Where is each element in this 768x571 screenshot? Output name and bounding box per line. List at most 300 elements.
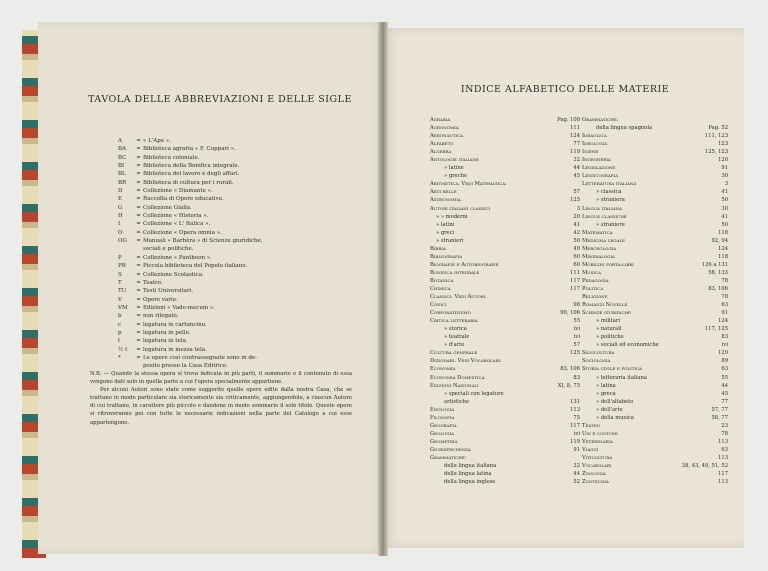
index-entry-label: » greca [596,390,616,397]
index-entry-label: Matematica [582,229,613,236]
index-column-left [430,116,580,486]
index-entry [430,148,580,156]
abbreviations-list [118,137,368,371]
abbreviation-key: TU [118,288,127,295]
equals-sign: = [136,179,141,186]
equals-sign: = [136,329,141,336]
abbreviation-desc: Teatro. [143,279,163,286]
index-entry-label: Ingegneria [582,157,611,164]
abbreviation-row [118,137,368,145]
index-entry [582,357,728,365]
abbreviation-row [118,271,368,279]
abbreviation-desc: Manuali « Barbèra » di Scienze giuridiche, [143,238,263,245]
index-entry [582,365,728,373]
equals-sign: = [136,213,141,220]
abbreviation-row [118,195,368,203]
index-entry-page: 91 [721,165,728,172]
index-entry [582,470,728,478]
abbreviation-desc: Raccolta di Opere educative. [143,196,224,203]
index-entry-label: Cultura generale [430,350,478,357]
abbreviation-row [118,204,368,212]
index-entry [430,414,580,422]
index-entry [430,333,580,341]
index-entry-label: Merceologia [582,245,617,252]
index-entry-label: » stranieri [436,237,464,244]
index-entry-page: 57, 77 [711,406,728,413]
index-entry-page: ivi [721,342,728,349]
index-entry-page: 3 [724,181,728,188]
index-entry-page: 78 [721,430,728,437]
abbreviation-key: PB [118,263,126,270]
index-entry [582,277,728,285]
equals-sign: = [136,263,141,270]
index-entry-label: » letteraria italiana [596,374,647,381]
index-entry [582,406,728,414]
index-entry [430,398,580,406]
abbreviation-key: BR [118,179,127,186]
abbreviation-row [118,229,368,237]
index-entry-label: » latine [444,165,464,172]
abbreviation-desc: legatura in pelle. [143,329,191,336]
index-entry-page: 44 [573,471,580,478]
index-entry [430,309,580,317]
index-entry-page: 123 [718,141,728,148]
index-entry-page: 32 [573,157,580,164]
abbreviation-key: E [118,196,123,203]
equals-sign: = [136,163,141,170]
abbreviation-desc: Edizioni « Vade-mecum ». [143,304,215,311]
equals-sign: = [136,321,141,328]
index-entry-page: 126 a 131 [701,261,728,268]
index-entry [430,285,580,293]
index-entry [430,277,580,285]
index-entry [582,116,728,124]
index-entry-page: 49 [573,245,580,252]
index-entry-label: Zoologia [582,471,606,478]
index-entry [582,253,728,261]
note-paragraph: N.B. — Quando la stessa opera si trova indicata in più parti, il sommario e il contenuto di essa vengono dati solo in quella parte a cui l'opera specialmente appartiene. [90,371,352,386]
index-entry [430,140,580,148]
index-entry [582,398,728,406]
index-entry-label: » sociali ed economiche [596,342,659,349]
index-entry-label: Critica letteraria [430,318,478,325]
index-entry-label: Classici. Vedi Autori. [430,294,487,301]
index-entry-page: 52 [573,479,580,486]
index-entry [582,172,728,180]
index-entry [582,261,728,269]
index-entry-page: XI, 8, 75 [557,382,580,389]
abbreviation-row [118,262,368,270]
index-entry-label: » storica [444,326,467,333]
index-entry-label: Astronomia [430,197,461,204]
abbreviation-row [118,287,368,295]
index-entry-page: 124 [570,133,580,140]
index-entry-label: Agraria [430,117,451,123]
abbreviation-desc: posito presso la Casa Editrice. [143,363,228,370]
note-paragraph: Per alcuni Autori sono state come suggerite quelle opere edite dalla nostra Casa, che se trattano in modo particolare sia storicamente sia criticamente, aggiungendole, a ciascun Autore di cui trattano, in carattere più piccolo e dandone in modo sommario il solo titolo. Queste opere si ritroveranno poi con tutte le necessarie indicazioni nella parte del Catalogo a cui esse appartengono. [90,387,352,426]
index-entry-page: 30 [721,205,728,212]
abbreviation-row [118,354,368,362]
index-entry-label: Chimica [430,285,451,292]
index-entry-label: Bibbia [430,245,446,252]
index-entry-label: Autori italiani classici [430,205,491,212]
abbreviation-desc: « L'Ape ». [143,138,171,144]
abbreviation-desc: Collezione Gialla. [143,204,192,211]
equals-sign: = [136,221,141,228]
index-entry-label: » della musica [596,414,634,421]
index-entry-page: 50 [721,197,728,204]
index-entry [430,196,580,204]
index-entry-label: » teatrale [444,334,470,341]
index-entry [582,309,728,317]
abbreviation-key: * [118,354,121,361]
abbreviation-key: OG [118,238,127,245]
abbreviation-row [118,279,368,287]
index-entry-label: Pedagogia [582,277,609,284]
index-entry-label: » latini [436,221,455,228]
index-entry-page: ivi [573,334,580,341]
index-entry-page: 57 [573,342,580,349]
index-entry-page: 91 [573,446,580,453]
equals-sign: = [136,279,141,286]
index-entry [582,213,728,221]
index-entry-label: Aeronautica [430,133,463,140]
index-entry [430,213,580,221]
index-entry-label: Bonifica integrale [430,269,480,276]
index-entry [430,349,580,357]
abbreviation-key: c [118,321,122,328]
index-entry [430,301,580,309]
index-entry [582,132,728,140]
index-entry-label: » straniere [596,221,625,228]
index-entry [430,470,580,478]
index-entry [430,422,580,430]
index-entry [430,269,580,277]
index-entry-page: 113 [718,438,728,445]
abbreviation-row [118,321,368,329]
index-entry-page: 77 [721,398,728,405]
index-entry-label: Mineralogia [582,253,615,260]
index-entry [582,422,728,430]
index-entry-page: 3 [576,205,580,212]
index-entry [582,341,728,349]
index-entry-page: 83, 106 [708,285,728,292]
index-entry [430,132,580,140]
index-entry-page: 41 [721,189,728,196]
equals-sign [134,245,143,253]
index-entry-page: 92, 94 [711,237,728,244]
index-entry-page: 60 [573,253,580,260]
abbreviation-key: ½ t [118,346,128,353]
index-entry-label: » dell'arte [596,406,623,413]
index-entry-page: 117 [570,422,580,429]
index-entry-page: 58, 133 [708,269,728,276]
index-entry-label: » speciali con legature [444,390,504,397]
index-entry-label: » straniera [596,197,625,204]
abbreviation-desc: Piccola biblioteca del Popolo italiano. [143,263,248,270]
index-entry [430,221,580,229]
index-entry-label: Veterinaria [582,438,613,445]
index-entry-label: Economia Domestica [430,374,485,381]
index-entry [430,357,580,365]
equals-sign: = [136,304,141,311]
index-entry-page: 98 [573,302,580,309]
equals-sign: = [136,171,141,178]
index-entry-page: 58, 77 [711,414,728,421]
index-entry-label: » dell'alfabeto [596,398,634,405]
index-entry-page: 83, 106 [560,366,580,373]
index-entry [430,430,580,438]
index-entry [430,438,580,446]
equals-sign: = [136,238,141,245]
index-entry [430,124,580,132]
index-entry-label: Economia [430,366,456,373]
equals-sign: = [136,146,141,153]
index-entry-label: » classica [596,189,622,196]
abbreviation-desc: Opere varie. [143,296,178,303]
equals-sign: = [136,346,141,353]
equals-sign: = [136,196,141,203]
index-entry-page: ivi [573,430,580,437]
index-entry-label: Lingue classiche [582,213,627,220]
index-entry-page: 83 [573,374,580,381]
index-entry-label: » d'arte [444,342,465,349]
abbreviation-desc: legatura in tela. [143,338,188,345]
index-entry [582,438,728,446]
index-entry-page: 63 [721,446,728,453]
abbreviation-key: VM [118,304,128,311]
index-entry-page: Pag. 100 [557,117,580,123]
book-gutter [378,22,388,556]
abbreviation-row [118,329,368,337]
index-entry-label: Bibliografia [430,253,463,260]
abbreviation-row [118,337,368,345]
index-entry-page: 117 [718,471,728,478]
abbreviation-row [118,245,368,253]
index-entry-label: Geografia [430,422,457,429]
index-entry-label: Silvicoltura [582,350,615,357]
index-entry-page: 91 [721,310,728,317]
index-entry [582,478,728,486]
index-entry [582,188,728,196]
abbreviation-key [118,245,134,253]
index-entry-page: 45 [721,390,728,397]
index-entry-label: Idraulica [582,133,607,140]
index-entry-label: Geometria [430,438,458,445]
index-entry-label: Medicina legale [582,237,625,244]
abbreviation-desc: Collezione « Opera omnia ». [143,229,222,236]
index-entry-label: della lingua italiana [444,463,497,470]
abbreviation-row [118,304,368,312]
index-entry-label: » greche [444,173,468,180]
index-entry-page: 124 [718,318,728,325]
index-entry [430,390,580,398]
abbreviation-row [118,187,368,195]
index-entry-page: 90, 106 [560,310,580,317]
equals-sign: = [136,154,141,161]
abbreviation-desc: sociali e politiche. [143,246,194,253]
abbreviation-key: b [118,313,122,320]
index-entry-page: 119 [570,149,580,156]
index-entry-label: Viticoltura [582,454,613,461]
abbreviation-row [118,220,368,228]
index-entry [582,245,728,253]
index-entry-page: 63 [721,366,728,373]
index-entry-label: Politica [582,285,604,292]
index-entry-label: Geologia [430,430,454,437]
index-entry [430,293,580,301]
index-entry-page: 131 [570,398,580,405]
index-entry-page: 63 [721,302,728,309]
abbreviation-row [118,145,368,153]
abbreviation-desc: Biblioteca della Bonifica integrale. [143,163,240,170]
index-entry-label: Lingua italiana [582,205,622,212]
index-entry-page: 129 [718,350,728,357]
index-entry-page: 117 [570,277,580,284]
index-entry-page: 41 [721,213,728,220]
index-entry-label: Dizionari. Vedi Vocabolari. [430,358,502,365]
index-entry-page: 118 [718,253,728,260]
abbreviation-desc: Collezione Scolastica. [143,271,204,278]
index-entry-page: 120 [718,157,728,164]
index-entry [582,301,728,309]
index-entry [430,229,580,237]
index-entry-page: 78 [721,277,728,284]
index-entry [582,124,728,132]
abbreviation-desc: Collezione « Historia ». [143,213,209,220]
index-entry-label: Enologia [430,406,455,413]
index-entry [430,253,580,261]
index-entry [430,478,580,486]
index-entry-label: Antologie italiane [430,157,479,164]
index-entry [582,382,728,390]
abbreviation-key: V [118,296,122,303]
index-entry-page: 42 [573,229,580,236]
index-entry-page: 44 [573,165,580,172]
equals-sign: = [136,313,141,320]
index-entry [582,325,728,333]
index-entry-page: 77 [573,141,580,148]
index-entry-page: 41 [573,221,580,228]
equals-sign: = [136,204,141,211]
index-entry [430,156,580,164]
index-entry-page: 118 [718,229,728,236]
index-entry-label: Corporativismo [430,310,471,317]
index-entry [430,365,580,373]
abbreviation-desc: non rilegato. [143,313,179,320]
index-entry-page: ivi [573,326,580,333]
abbreviation-desc: legatura in mezza tela. [143,346,207,353]
abbreviation-key: I [118,221,121,228]
index-entry [582,269,728,277]
equals-sign: = [136,296,141,303]
equals-sign: = [136,229,141,236]
index-entry-label: Botanica [430,277,454,284]
abbreviation-desc: Biblioteca agraria « F. Cuppari ». [143,146,236,153]
abbreviation-desc: Collezione « Diamante ». [143,188,213,195]
abbreviation-row [118,296,368,304]
abbreviation-row [118,162,368,170]
index-entry-label: » » moderni [436,213,468,220]
abbreviation-key: BA [118,146,127,153]
index-entry-label: Scienze giuridiche [582,310,631,317]
abbreviation-row [118,312,368,320]
index-entry-label: Mobilini porta-libri [582,261,634,268]
index-entry [430,325,580,333]
index-title: INDICE ALFABETICO DELLE MATERIE [460,84,670,95]
index-entry [582,430,728,438]
index-entry-page: 125 [570,197,580,204]
index-entry-label: Grammatiche: [582,117,619,123]
abbreviation-key: p [118,329,122,336]
index-entry [582,333,728,341]
abbreviation-key: P [118,254,122,261]
index-entry-label: Usi e costumi [582,430,618,437]
abbreviation-key: A [118,138,122,144]
abbreviation-row [118,254,368,262]
index-entry-page: 55 [573,318,580,325]
index-entry [582,317,728,325]
index-entry [430,164,580,172]
index-entry-label: » naturali [596,326,622,333]
index-entry [430,454,580,462]
abbreviation-desc: Collezione « Pantheon ». [143,254,212,261]
index-entry-label: Agronomia [430,125,459,132]
abbreviation-key: BL [118,171,126,178]
abbreviation-key: BC [118,154,127,161]
index-entry-label: Vocabolari [582,463,612,470]
abbreviation-row [118,179,368,187]
index-entry [582,374,728,382]
index-column-right [582,116,728,486]
index-entry-page: 117 [570,285,580,292]
index-entry [430,374,580,382]
index-entry-page: 32 [573,463,580,470]
index-entry [582,221,728,229]
index-entry-page: 83 [721,334,728,341]
index-entry [582,390,728,398]
index-entry [430,462,580,470]
index-entry-label: Idrologia [582,141,608,148]
index-entry-label: della lingua latina [444,471,492,478]
index-entry [582,454,728,462]
index-entry-label: Storia civile e politica [582,366,642,373]
index-entry-page: 44 [721,382,728,389]
index-entry-label: Teatro [582,422,601,429]
index-entry-page: 50 [721,221,728,228]
abbreviation-desc: Testi Universitari. [143,288,194,295]
index-entry-label: » latina [596,382,616,389]
index-entry-page: 60 [573,261,580,268]
equals-sign: = [136,271,141,278]
index-entry-page: 75 [573,414,580,421]
index-entry-label: Biografie e Autobiografie [430,261,499,268]
index-entry-label: Grammatiche: [430,454,467,461]
abbreviation-row [118,346,368,354]
abbreviation-desc: Le opere così contrassegnate sono in de- [143,354,258,361]
abbreviation-row [118,170,368,178]
index-entry [582,148,728,156]
index-entry-label: Religione [582,294,608,301]
index-entry-label: artistiche [444,398,470,405]
index-entry [582,293,728,301]
equals-sign: = [136,188,141,195]
index-entry [430,180,580,188]
equals-sign: = [136,254,141,261]
index-entry [582,446,728,454]
index-entry-label: » greci [436,229,455,236]
index-entry [430,446,580,454]
